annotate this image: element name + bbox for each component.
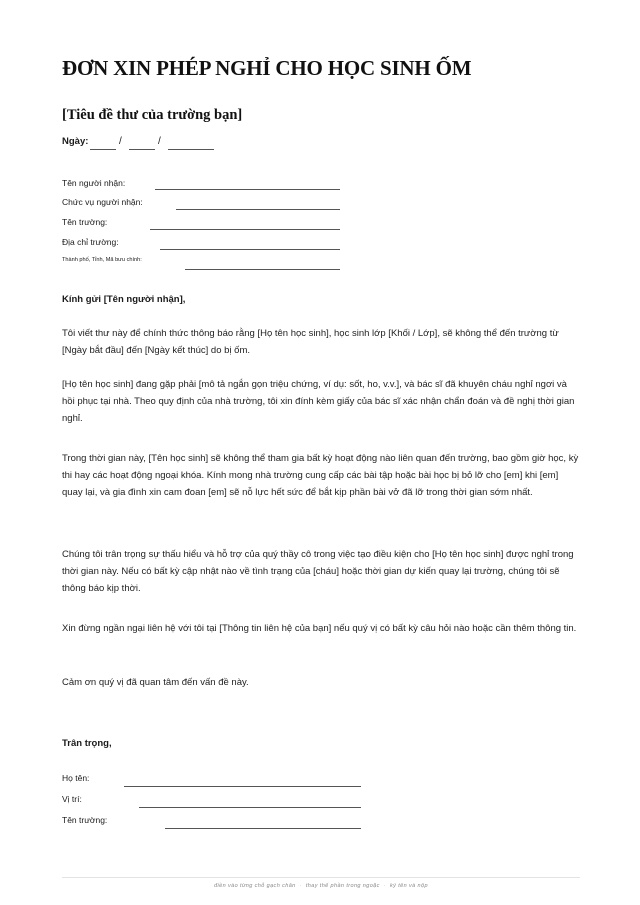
document-title: ĐƠN XIN PHÉP NGHỈ CHO HỌC SINH ỐM: [62, 56, 472, 80]
signature-school-blank[interactable]: [165, 828, 361, 829]
closing: Trân trọng,: [62, 738, 112, 749]
school-address-blank[interactable]: [160, 249, 340, 250]
field-label: Thành phố, Tỉnh, Mã bưu chính:: [62, 257, 142, 263]
body-paragraph: Tôi viết thư này để chính thức thông báo rằng [Họ tên học sinh], học sinh lớp [Khối / Lớp], sẽ không thể đến trường từ [Ngày bắt đầu] đến [Ngày kết thúc] do bị ốm.: [62, 328, 559, 356]
date-year-blank[interactable]: [168, 149, 214, 150]
signature-position-blank[interactable]: [139, 807, 361, 808]
recipient-title-blank[interactable]: [176, 209, 340, 210]
date-day-blank[interactable]: [90, 149, 116, 150]
school-name-field: [62, 217, 342, 231]
city-state-zip-blank[interactable]: [185, 269, 340, 270]
body-paragraph: Cảm ơn quý vị đã quan tâm đến vấn đề này.: [62, 677, 249, 688]
footer-instruction: ký tên và nộp: [390, 883, 428, 889]
field-label: Chức vụ người nhận:: [62, 197, 143, 207]
footer-divider: [62, 877, 580, 878]
field-label: Tên người nhận:: [62, 178, 126, 188]
body-paragraph: Xin đừng ngần ngại liên hệ với tôi tại [Thông tin liên hệ của bạn] nếu quý vị có bất kỳ câu hỏi nào hoặc cần thêm thông tin.: [62, 623, 577, 634]
body-paragraph: [Họ tên học sinh] đang gặp phải [mô tả ngắn gọn triệu chứng, ví dụ: sốt, ho, v.v.], và bác sĩ đã khuyên cháu nghỉ ngơi và hồi phục tại nhà. Theo quy định của nhà trường, tôi xin đính kèm giấy của bác sĩ xác nhận chẩn đoán và đề nghị thời gian nghỉ.: [62, 379, 575, 424]
field-label: Họ tên:: [62, 773, 90, 783]
city-state-zip-field: [62, 257, 342, 271]
field-label: Địa chỉ trường:: [62, 237, 119, 247]
body-paragraph: Chúng tôi trân trọng sự thấu hiểu và hỗ trợ của quý thầy cô trong việc tạo điều kiện cho [Họ tên học sinh] được nghỉ trong thời gian này. Nếu có bất kỳ cập nhật nào về tình trạng của [cháu] hoặc thời gian dự kiến quay lại trường, chúng tôi sẽ thông báo kịp thời.: [62, 549, 574, 594]
date-label: Ngày:: [62, 136, 89, 147]
signature-name-field: [62, 773, 362, 787]
footer-instructions: điền vào từng chỗ gạch chân · thay thế phần trong ngoặc · ký tên và nộp: [214, 883, 428, 889]
body-paragraph: Trong thời gian này, [Tên học sinh] sẽ không thể tham gia bất kỳ hoạt động nào liên quan đến trường, bao gồm giờ học, kỳ thi hay các hoạt động ngoại khóa. Kính mong nhà trường cung cấp các bài tập hoặc bài học bị bỏ lỡ cho [em] khi [em] quay lại, và gia đình xin cam đoan [em] sẽ nỗ lực hết sức để bắt kịp phần bài vở đã lỡ trong thời gian sớm nhất.: [62, 453, 579, 498]
signature-name-blank[interactable]: [124, 786, 361, 787]
footer-instruction: thay thế phần trong ngoặc: [305, 883, 380, 889]
footer-instruction: điền vào từng chỗ gạch chân: [214, 883, 296, 889]
signature-position-field: [62, 794, 362, 808]
recipient-name-field: [62, 178, 342, 192]
field-label: Tên trường:: [62, 217, 108, 227]
letterhead-placeholder: [Tiêu đề thư của trường bạn]: [62, 107, 243, 123]
recipient-name-blank[interactable]: [155, 189, 340, 190]
date-separator: /: [158, 136, 161, 147]
salutation: Kính gửi [Tên người nhận],: [62, 294, 186, 305]
field-label: Vị trí:: [62, 794, 82, 804]
school-address-field: [62, 237, 342, 251]
recipient-title-field: [62, 197, 342, 211]
date-separator: /: [119, 136, 122, 147]
signature-school-field: [62, 815, 362, 829]
school-name-blank[interactable]: [150, 229, 340, 230]
letter-page: [62, 0, 580, 905]
field-label: Tên trường:: [62, 815, 108, 825]
date-month-blank[interactable]: [129, 149, 155, 150]
